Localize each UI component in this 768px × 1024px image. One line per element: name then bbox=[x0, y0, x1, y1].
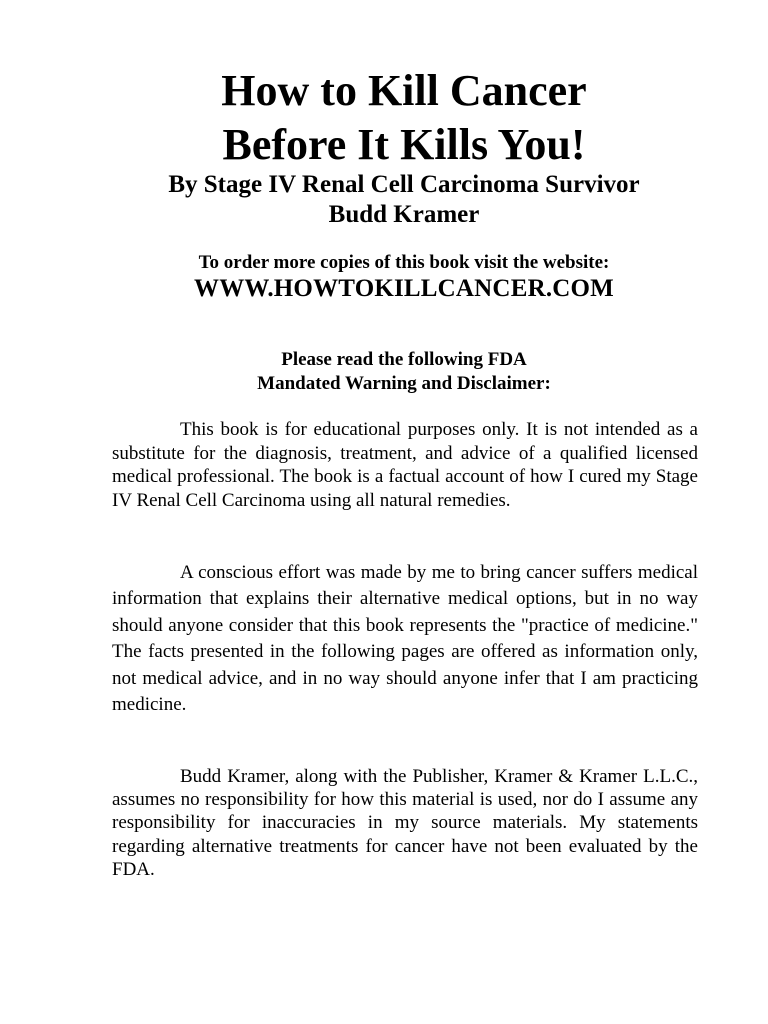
author-name: Budd Kramer bbox=[328, 201, 480, 228]
disclaimer-heading-line-2: Mandated Warning and Disclaimer: bbox=[257, 373, 551, 394]
book-title-line-2: Before It Kills You! bbox=[222, 120, 586, 169]
author-subtitle: By Stage IV Renal Cell Carcinoma Survivor bbox=[168, 171, 640, 198]
website-address: WWW.HOWTOKILLCANCER.COM bbox=[194, 275, 614, 302]
disclaimer-paragraph-1: This book is for educational purposes only. It is not intended as a substitute for the diagnosis, treatment, and advice of a qualified licensed medical professional. The book is a factual account of how I cured my Stage IV Renal Cell Carcinoma using all natural remedies. bbox=[112, 419, 698, 511]
disclaimer-paragraph-2: A conscious effort was made by me to bring cancer suffers medical information that explains their alternative medical options, but in no way should anyone consider that this book represents the "practice of medicine." The facts presented in the following pages are offered as information only, not medical advice, and in no way should anyone infer that I am practicing medicine. bbox=[112, 562, 698, 716]
disclaimer-paragraph-3: Budd Kramer, along with the Publisher, Kramer & Kramer L.L.C., assumes no responsibility for how this material is used, nor do I assume any responsibility for inaccuracies in my source materials. My statements regarding alternative treatments for cancer have not been evaluated by the FDA. bbox=[112, 766, 698, 880]
order-instructions: To order more copies of this book visit the website: bbox=[198, 252, 610, 273]
book-title-line-1: How to Kill Cancer bbox=[221, 66, 587, 115]
disclaimer-heading-line-1: Please read the following FDA bbox=[281, 349, 527, 370]
